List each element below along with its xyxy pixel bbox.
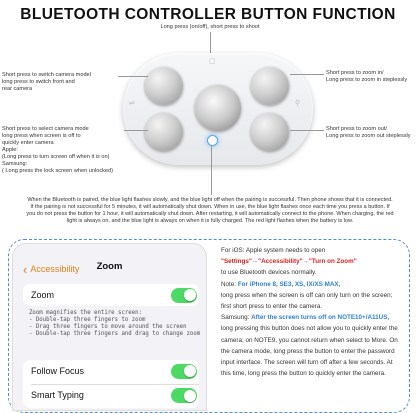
top-button-label: Long press (on/off), short press to shoot bbox=[160, 24, 260, 30]
smart-typing-label: Smart Typing bbox=[31, 390, 84, 400]
focus-typing-group bbox=[23, 360, 199, 408]
zoom-toggle[interactable] bbox=[171, 288, 197, 303]
right-bottom-callout: Short press to zoom out/ Long press to zoom out steplessly bbox=[326, 126, 411, 139]
select-mode-button[interactable] bbox=[145, 113, 183, 151]
nav-title: Zoom bbox=[96, 261, 123, 272]
pairing-description: When the Bluetooth is paired, the blue light flashes slowly, and the blue light off when the pairing is successful. Then phone shows that it is connected. If the pairing is not successful for 5 minutes, it will automatically shut down. When in use, the blue light flashes once each time you press a button. If you do not press the button for 1 hour, it will automatically shut down. After restarting, it will automatically connect to the phone. When charging, the red light is always on, and the blue light is always on when it is fully charged. The red light flashes when the battery is low. bbox=[26, 197, 394, 225]
zoom-out-button[interactable] bbox=[251, 113, 289, 151]
ios-instructions: For iOS: Apple system needs to open "Settings"→"Accessibility"→"Turn on Zoom" to use Bluetooth devices normally. Note: For iPhone 8, SE3, XS, IX/XS MAX, long press when the screen is off can only turn on the screen; first short press to enter the camera. Samsung: After the screen turns off on NOTE10+/A11US, long pressing this button does not allow you to quickly enter the camera; on NOTE9, you cannot return when select to More. On the camera mode, long press the button to enter the password input interface. The screen will turn off after a few seconds. At this time, long press the button to quickly enter the camera. bbox=[221, 247, 398, 378]
follow-focus-label: Follow Focus bbox=[31, 366, 85, 376]
chevron-left-icon: ‹ bbox=[23, 262, 28, 277]
bluetooth-controller bbox=[123, 53, 313, 165]
page-title: BLUETOOTH CONTROLLER BUTTON FUNCTION bbox=[20, 6, 396, 23]
smart-typing-toggle[interactable] bbox=[171, 388, 197, 403]
zoom-row[interactable] bbox=[23, 284, 199, 306]
follow-focus-toggle[interactable] bbox=[171, 364, 197, 379]
camera-icon: ▢ bbox=[209, 58, 216, 65]
back-label: Accessibility bbox=[30, 264, 80, 274]
zoom-description: Zoom magnifies the entire screen: - Double-tap three fingers to zoom - Drag three fingers to move around the screen - Double-tap three fingers and drag to change zoom bbox=[29, 310, 201, 337]
status-led bbox=[207, 135, 218, 146]
zoom-label: Zoom bbox=[31, 290, 55, 300]
ios-zoom-settings-screen bbox=[12, 243, 207, 411]
left-top-callout: Short press to switch camera model long press to switch front and rear camera bbox=[2, 72, 91, 92]
mode-icon: ⇌ bbox=[129, 100, 135, 107]
mode-switch-button[interactable] bbox=[145, 67, 183, 105]
zoom-icon: ⚲ bbox=[295, 100, 301, 107]
left-bottom-callout: Short press to select camera mode long press when screen is off to quickly enter camera Apple: (Long press to turn screen off when it is on) Samsung: ( Long press the lock screen when unlocked) bbox=[2, 126, 114, 174]
zoom-in-button[interactable] bbox=[251, 67, 289, 105]
right-top-callout: Short press to zoom in/ Long press to zoom in steplessly bbox=[326, 70, 408, 83]
shutter-button[interactable] bbox=[195, 85, 241, 131]
